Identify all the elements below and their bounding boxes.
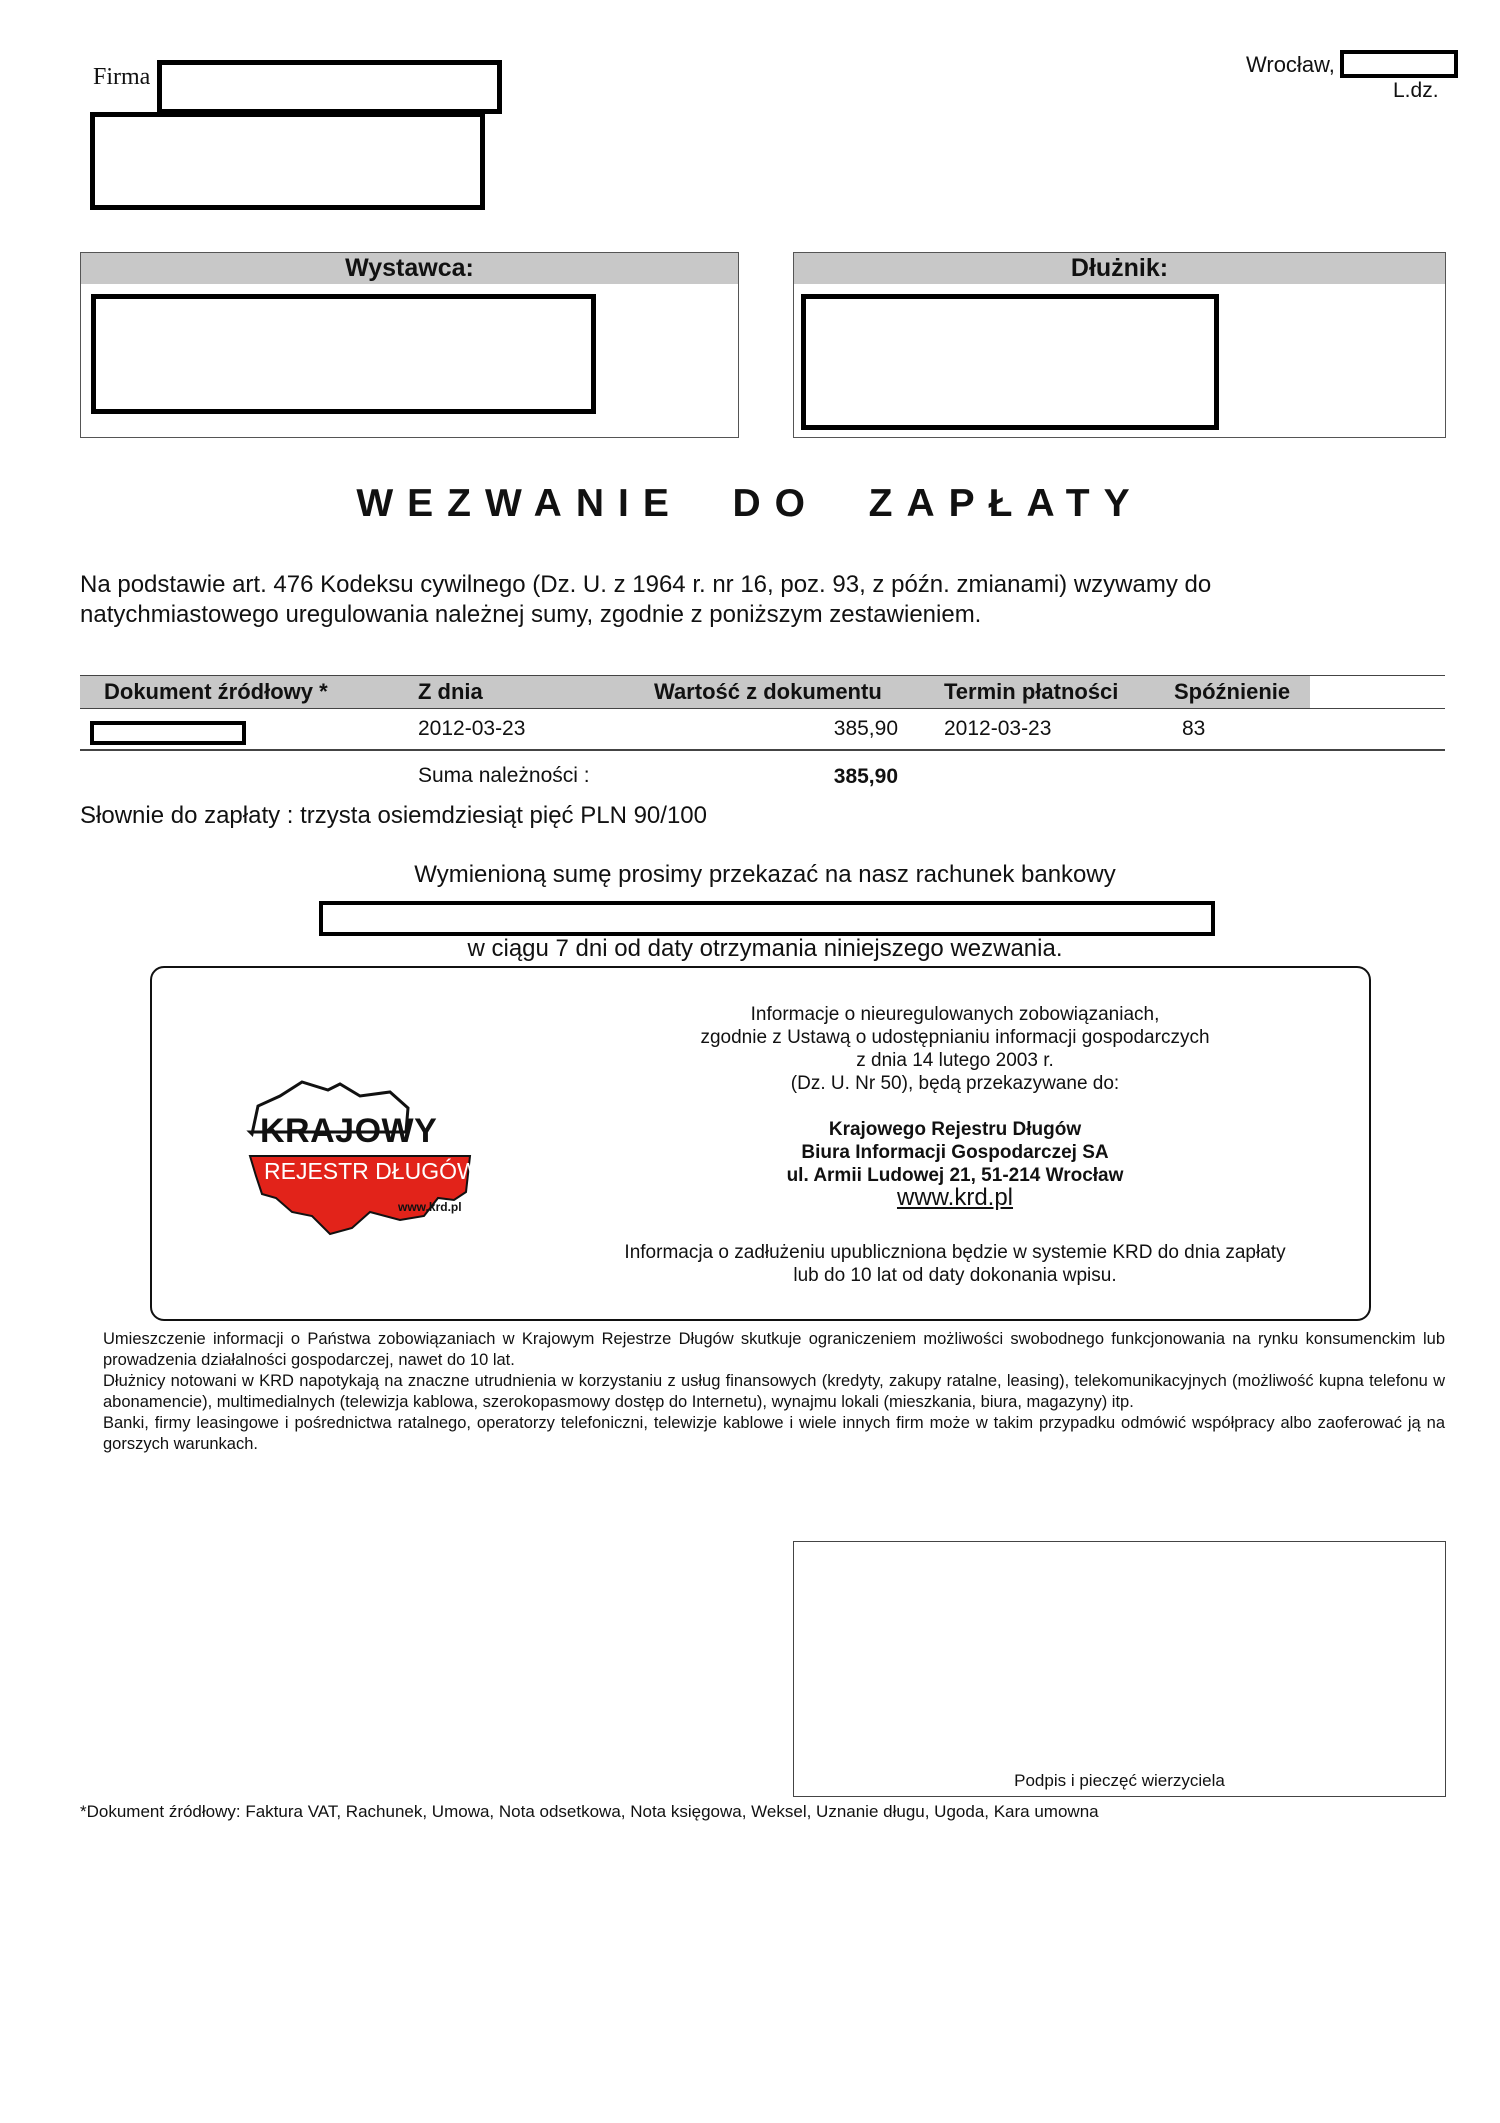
amount-in-words: Słownie do zapłaty : trzysta osiemdziesiąt pięć PLN 90/100 — [80, 802, 707, 829]
row-due-date: 2012-03-23 — [944, 717, 1052, 740]
krd-organization — [560, 1118, 1350, 1187]
krd-info-line-3: z dnia 14 lutego 2003 r. — [856, 1050, 1054, 1071]
krd-legal-info — [560, 1003, 1350, 1095]
signature-box — [793, 1541, 1446, 1797]
redacted-document-number — [90, 721, 246, 745]
redacted-company-address — [90, 112, 485, 210]
debtor-label: Dłużnik: — [794, 253, 1445, 284]
row-date: 2012-03-23 — [418, 717, 526, 740]
table-bottom-rule — [80, 749, 1445, 751]
krd-note-line-1: Informacja o zadłużeniu upubliczniona będzie w systemie KRD do dnia zapłaty — [624, 1242, 1286, 1263]
krd-logo — [240, 1076, 480, 1236]
fine-print — [103, 1329, 1445, 1455]
krd-logo-word-1: KRAJOWY — [260, 1112, 438, 1150]
issuer-label: Wystawca: — [81, 253, 738, 284]
payment-line-2: w ciągu 7 dni od daty otrzymania niniejszego wezwania. — [467, 935, 1063, 962]
city-label: Wrocław, — [1246, 52, 1335, 77]
sum-label: Suma należności : — [418, 764, 590, 787]
firma-label: Firma — [93, 64, 151, 90]
col-header-value: Wartość z dokumentu — [654, 679, 882, 704]
ldz-label: L.dz. — [1393, 79, 1439, 102]
intro-line-2: natychmiastowego uregulowania należnej sumy, zgodnie z poniższym zestawieniem. — [80, 601, 982, 628]
redacted-company-name — [157, 60, 502, 114]
col-header-delay: Spóźnienie — [1174, 679, 1291, 704]
redacted-debtor-details — [801, 294, 1219, 430]
col-header-date: Z dnia — [418, 679, 483, 704]
fine-print-paragraph-2: Dłużnicy notowani w KRD napotykają na znaczne utrudnienia w korzystaniu z usług finansowych (kredyty, zakupy ratalne, leasing), telekomunikacyjnych (możliwość kupna telefonu w abonamencie), multimedialnych (telewizja kablowa, szerokopasmowy dostęp do Internetu), wynajmu lokali (mieszkania, biura, magazyny) itp. — [103, 1372, 1445, 1411]
redacted-date — [1340, 50, 1458, 78]
krd-org-line-1: Krajowego Rejestru Długów — [828, 1119, 1082, 1140]
krd-website-link[interactable]: www.krd.pl — [896, 1184, 1014, 1211]
krd-note — [540, 1241, 1370, 1287]
document-title: WEZWANIE DO ZAPŁATY — [356, 482, 1144, 525]
intro-line-1: Na podstawie art. 476 Kodeksu cywilnego (Dz. U. z 1964 r. nr 16, poz. 93, z późn. zmianami) wzywamy do — [80, 571, 1212, 598]
krd-info-line-4: (Dz. U. Nr 50), będą przekazywane do: — [790, 1073, 1120, 1094]
krd-logo-word-2: REJESTR DŁUGÓW — [264, 1158, 479, 1184]
footnote: *Dokument źródłowy: Faktura VAT, Rachunek, Umowa, Nota odsetkowa, Nota księgowa, Weksel, Uznanie długu, Ugoda, Kara umowna — [80, 1802, 1099, 1821]
table-header-rule — [80, 708, 1445, 709]
row-delay: 83 — [1182, 717, 1206, 740]
redacted-bank-account — [319, 901, 1215, 936]
fine-print-paragraph-3: Banki, firmy leasingowe i pośrednictwa ratalnego, operatorzy telefoniczni, telewizje kablowe i wiele innych firm może w takim przypadku odmówić współpracy albo zaoferować ją na gorszych warunkach. — [103, 1414, 1445, 1453]
krd-note-line-2: lub do 10 lat od daty dokonania wpisu. — [793, 1265, 1117, 1286]
krd-org-line-2: Biura Informacji Gospodarczej SA — [801, 1142, 1109, 1163]
krd-org-line-3: ul. Armii Ludowej 21, 51-214 Wrocław — [786, 1165, 1124, 1186]
krd-logo-url: www.krd.pl — [398, 1200, 462, 1214]
col-header-source-document: Dokument źródłowy * — [104, 679, 328, 704]
fine-print-paragraph-1: Umieszczenie informacji o Państwa zobowiązaniach w Krajowym Rejestrze Długów skutkuje ograniczeniem możliwości swobodnego funkcjonowania na rynku konsumenckim lub prowadzenia działalności gospodarczej, nawet do 10 lat. — [103, 1330, 1445, 1369]
krd-info-line-2: zgodnie z Ustawą o udostępnianiu informacji gospodarczych — [700, 1027, 1210, 1048]
col-header-due-date: Termin płatności — [944, 679, 1119, 704]
row-value: 385,90 — [833, 717, 898, 740]
redacted-issuer-details — [91, 294, 596, 414]
krd-info-line-1: Informacje o nieuregulowanych zobowiązaniach, — [750, 1004, 1160, 1025]
signature-label: Podpis i pieczęć wierzyciela — [1014, 1771, 1225, 1790]
intro-paragraph — [80, 570, 1460, 630]
sum-value: 385,90 — [833, 765, 898, 788]
payment-line-1: Wymienioną sumę prosimy przekazać na nasz rachunek bankowy — [414, 861, 1116, 888]
